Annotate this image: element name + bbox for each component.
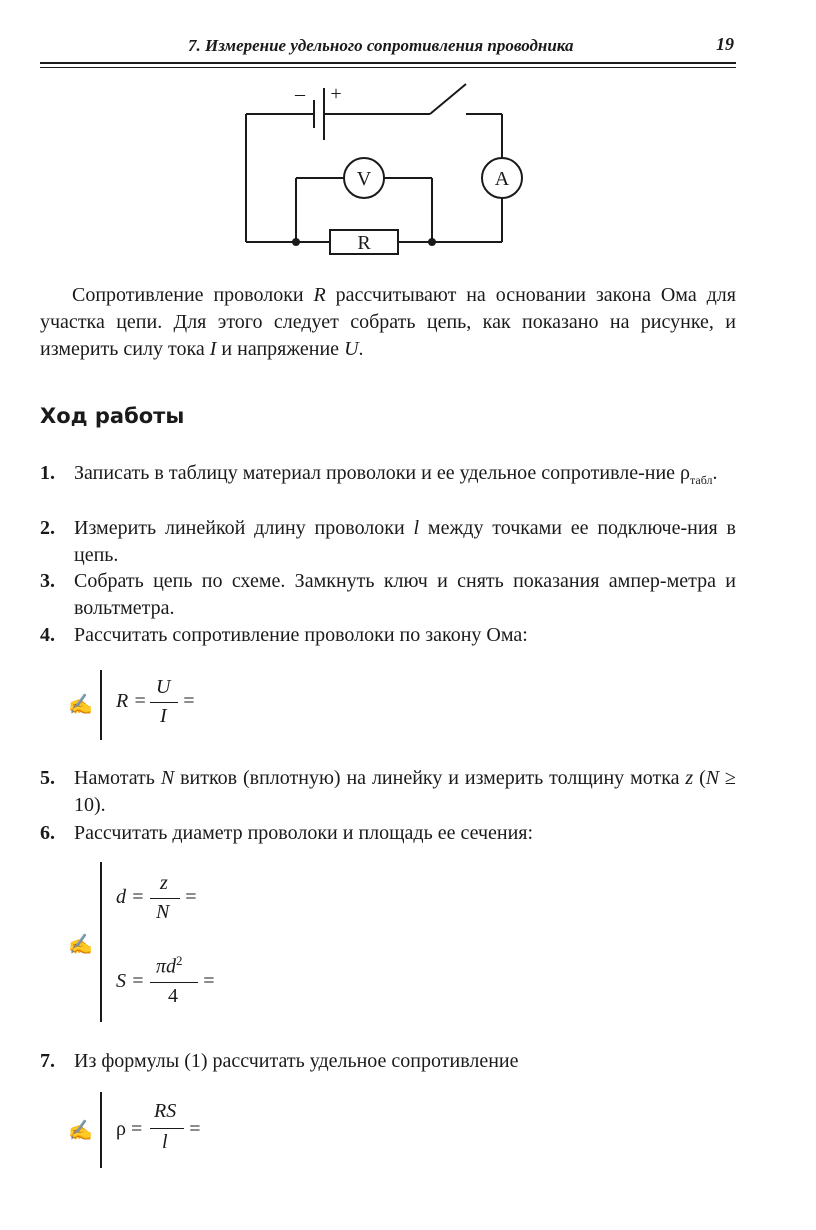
formula-d-lhs: d =: [116, 886, 145, 908]
pen-icon: ✍: [68, 1120, 93, 1142]
formula-d-denominator: N: [156, 901, 170, 923]
page-number: 19: [716, 34, 734, 54]
fraction-bar: [150, 1128, 184, 1129]
running-header: [40, 30, 736, 70]
fraction-bar: [150, 982, 198, 983]
step-3: [40, 568, 736, 622]
formula-lhs: R =: [116, 690, 147, 712]
step-text: Из формулы (1) рассчитать удельное сопротивление: [74, 1050, 519, 1072]
formula-d-numerator: z: [160, 872, 168, 894]
header-rule-thin: [40, 67, 736, 68]
subscript-tabl: табл: [690, 473, 713, 487]
fraction-bar: [150, 898, 180, 899]
formula-s-lhs: S =: [116, 970, 145, 992]
header-rule-thick: [40, 62, 736, 64]
intro-paragraph: [40, 282, 736, 363]
step-number: 6.: [40, 822, 55, 844]
formula-rho-numerator: RS: [154, 1100, 177, 1122]
battery-plus-label: +: [330, 83, 342, 105]
junction-node-right: [428, 238, 436, 246]
intro-var-U: U: [344, 338, 359, 360]
step-5: [40, 765, 736, 819]
step-1: [40, 460, 736, 494]
pen-icon: ✍: [68, 934, 93, 956]
step-text: Записать в таблицу материал проволоки и ее удельное сопротивле-ние $\rho_{табл}$.: [74, 462, 718, 487]
step-number: 2.: [40, 517, 55, 539]
intro-text-3: и напряжение: [216, 338, 345, 360]
voltmeter-label: V: [356, 168, 372, 190]
formula-rho-lhs: ρ =: [116, 1118, 143, 1140]
step-text: Намотать N витков (вплотную) на линейку и измерить толщину мотка z (N ≥ 10).: [74, 767, 736, 816]
step-number: 1.: [40, 462, 55, 484]
battery-minus-label: –: [295, 83, 305, 105]
formula-margin-bar: [100, 862, 102, 1022]
formula-s-numerator: $\pi d^2$: [156, 953, 183, 978]
switch-blade: [430, 84, 466, 114]
section-title: Ход работы: [40, 404, 185, 428]
intro-text-1: Сопротивление проволоки: [72, 284, 314, 306]
ammeter-label: A: [494, 168, 510, 190]
step-number: 5.: [40, 767, 55, 789]
junction-node-left: [292, 238, 300, 246]
step-text: Рассчитать диаметр проволоки и площадь ее сечения:: [74, 822, 534, 844]
step-2: [40, 515, 736, 569]
intro-text-4: .: [358, 338, 364, 360]
formula-numerator: U: [156, 676, 171, 698]
formula-rhs: =: [182, 690, 196, 712]
formula-rho-rhs: =: [188, 1118, 202, 1140]
formula-margin-bar: [100, 1092, 102, 1168]
formula-rho-denominator: l: [162, 1131, 168, 1153]
step-text: Измерить линейкой длину проволоки l между точками ее подключе-ния в цепь.: [74, 517, 736, 566]
pen-icon: ✍: [68, 694, 93, 716]
step-6: [40, 820, 736, 847]
formula-s-rhs: =: [202, 970, 216, 992]
step-7: [40, 1048, 736, 1075]
intro-var-R: R: [313, 284, 326, 306]
formula-d-rhs: =: [184, 886, 198, 908]
step-number: 4.: [40, 624, 55, 646]
formula-s-denominator: 4: [168, 985, 178, 1007]
intro-var-I: I: [209, 338, 217, 360]
resistor-label: R: [357, 232, 371, 254]
step-text: Собрать цепь по схеме. Замкнуть ключ и снять показания ампер-метра и вольтметра.: [74, 570, 736, 619]
chapter-title: 7. Измерение удельного сопротивления проводника: [188, 36, 574, 55]
step-4: [40, 622, 736, 649]
formula-margin-bar: [100, 670, 102, 740]
formula-denominator: I: [160, 705, 167, 727]
step-number: 3.: [40, 570, 55, 592]
step-text: Рассчитать сопротивление проволоки по закону Ома:: [74, 624, 528, 646]
fraction-bar: [150, 702, 178, 703]
circuit-diagram: [230, 78, 550, 258]
intro-text-2: рассчитывают на основании закона Ома для участка цепи. Для этого следует собрать цепь, как показано на рисунке, и измерить силу тока: [40, 284, 736, 360]
step-number: 7.: [40, 1050, 55, 1072]
